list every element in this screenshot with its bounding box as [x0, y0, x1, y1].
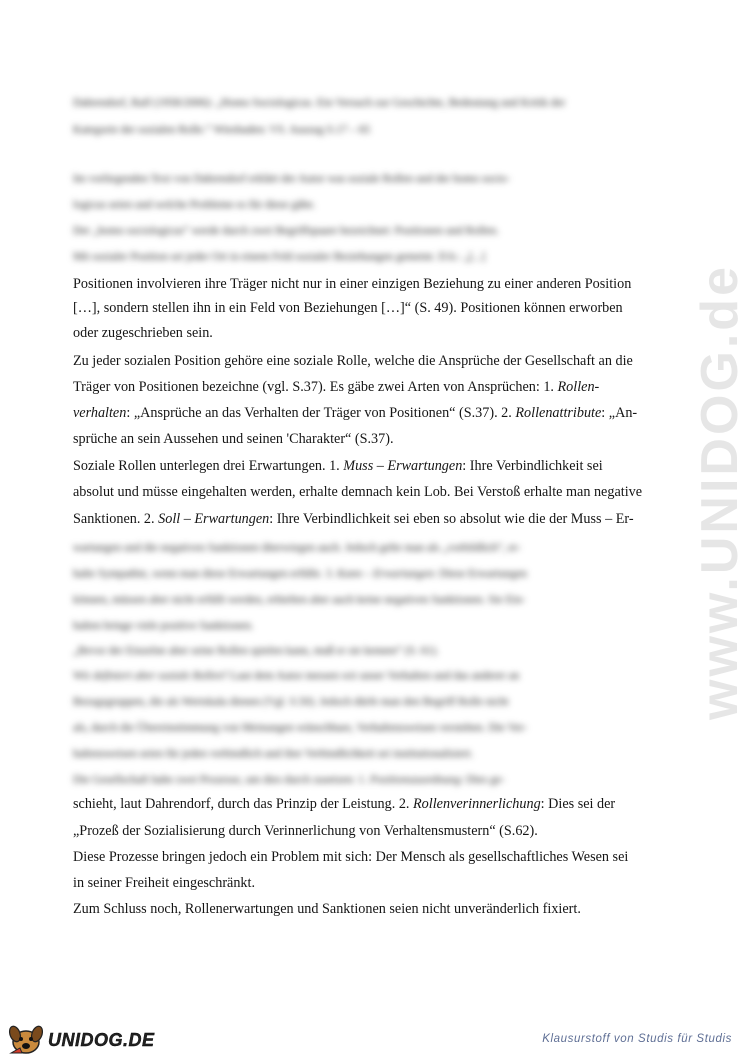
text-line: Zum Schluss noch, Rollenerwartungen und Sanktionen seien nicht unveränderlich fixiert.: [73, 901, 581, 917]
text-line: schieht, laut Dahrendorf, durch das Prinzip der Leistung. 2. Rollenverinnerlichung: Dies sei der: [73, 796, 616, 812]
italic-term: definiert: [93, 670, 132, 682]
text-line: oder zugeschrieben sein.: [73, 325, 213, 341]
italic-term: verhalten: [73, 405, 127, 421]
text-line: […], sondern stellen ihn in ein Feld von Beziehungen […]“ (S. 49). Positionen können erworben: [73, 300, 623, 316]
text-line: haltensweisen seien für jeden verbindlich und ihre Verbindlichkeit sei institutionalisiert.: [73, 748, 474, 760]
text-line: „Prozeß der Sozialisierung durch Verinnerlichung von Verhaltensmustern“ (S.62).: [73, 823, 538, 839]
italic-term: Rollenattribute: [515, 405, 602, 421]
logo-text: UNIDOG.DE: [48, 1030, 155, 1050]
text-line: Mit sozialer Position sei jeder Ort in einem Feld sozialer Beziehungen gemeint. D.h.: „[...]: [73, 251, 486, 263]
dog-mascot-icon: [6, 1020, 46, 1056]
text-line: Träger von Positionen bezeichne (vgl. S.37). Es gäbe zwei Arten von Ansprüchen: 1. Rollen-: [73, 379, 600, 395]
text-line: Die Gesellschaft habe zwei Prozesse, um dies durch zusetzen: 1. Positionszuordnung: Dies ge-: [73, 774, 505, 786]
text-line: wartungen und die negativen Sanktionen überwiegen auch. Jedoch gelte man als „vorbildlich“, er-: [73, 542, 521, 554]
text-line: Soziale Rollen unterlegen drei Erwartungen. 1. Muss – Erwartungen: Ihre Verbindlichkeit sei: [73, 458, 603, 474]
italic-term: Muss – Erwartungen: [343, 458, 463, 474]
italic-term: Kann – Erwartungen: [337, 568, 434, 580]
footer-slogan: Klausurstoff von Studis für Studis: [542, 1033, 732, 1045]
italic-term: aber soziale Rollen: [134, 670, 223, 682]
text-line: Im vorliegenden Text von Dahrendorf erklärt der Autor was soziale Rollen und der homo socio-: [73, 173, 510, 185]
text-line: Positionen involvieren ihre Träger nicht nur in einer einzigen Beziehung zu einer anderen Position: [73, 276, 632, 292]
text-line: halten bringe viele positive Sanktionen.: [73, 620, 254, 632]
text-line: Diese Prozesse bringen jedoch ein Problem mit sich: Der Mensch als gesellschaftliches Wesen sei: [73, 849, 629, 865]
text-line: Kategorie der sozialen Rolle.“ Wiesbaden: VS. Auszug S.17 – 65: [73, 124, 371, 136]
watermark: www.UNIDOG.de: [691, 264, 749, 720]
text-line: in seiner Freiheit eingeschränkt.: [73, 875, 256, 891]
text-line: halte Sympathie, wenn man diese Erwartungen erfülle. 3. Kann – Erwartungen: Diese Erwartungen: [73, 568, 527, 580]
unidog-logo: [6, 1020, 166, 1056]
text-line: „Bevor der Einzelne aber seine Rollen spielen kann, muß er sie kennen“ (S. 61).: [73, 645, 439, 657]
text-line: als, durch die Übereinstimmung von Meinungen wünschbare, Verhaltensweisen verstehen. Die Ver-: [73, 722, 527, 734]
text-line: Sanktionen. 2. Soll – Erwartungen: Ihre Verbindlichkeit sei eben so absolut wie die der Muss – Er-: [73, 511, 634, 527]
text-line: können, müssen aber nicht erfüllt werden, erhielten aber auch keine negativen Sanktionen. Sie Ein-: [73, 594, 526, 606]
italic-term: Soll – Erwartungen: [158, 511, 270, 527]
text-line: logicus seien und welche Probleme es für diese gäbe.: [73, 199, 316, 211]
text-line: sprüche an sein Aussehen und seinen 'Charakter“ (S.37).: [73, 431, 394, 447]
italic-term: Positionszuordnung: [369, 774, 461, 786]
text-line: Zu jeder sozialen Position gehöre eine soziale Rolle, welche die Ansprüche der Gesellschaft an die: [73, 353, 633, 369]
text-line: verhalten: „Ansprüche an das Verhalten der Träger von Positionen“ (S.37). 2. Rollenattribute: „An-: [73, 405, 638, 421]
italic-term: Rollenverinnerlichung: [413, 796, 541, 812]
text-line: Der „homo sociologicus“ werde durch zwei Begriffspaare bezeichnet: Positionen und Rollen.: [73, 225, 499, 237]
text-line: Wir definiert aber soziale Rollen? Laut dem Autor messen wir unser Verhalten und das anderer an: [73, 670, 520, 682]
text-line: Bezugsgruppen, die als Wertskala dienen (Vgl. S.50). Jedoch dürfe man den Begriff Rolle nicht: [73, 696, 509, 708]
text-line: absolut und müsse eingehalten werden, erhalte demnach kein Lob. Bei Verstoß erhalte man negative: [73, 484, 643, 500]
text-line: Dahrendorf, Ralf (1958/2006): „Homo Sociologicus. Ein Versuch zur Geschichte, Bedeutung und Kritik der: [73, 97, 566, 109]
italic-term: Rollen-: [557, 379, 600, 395]
